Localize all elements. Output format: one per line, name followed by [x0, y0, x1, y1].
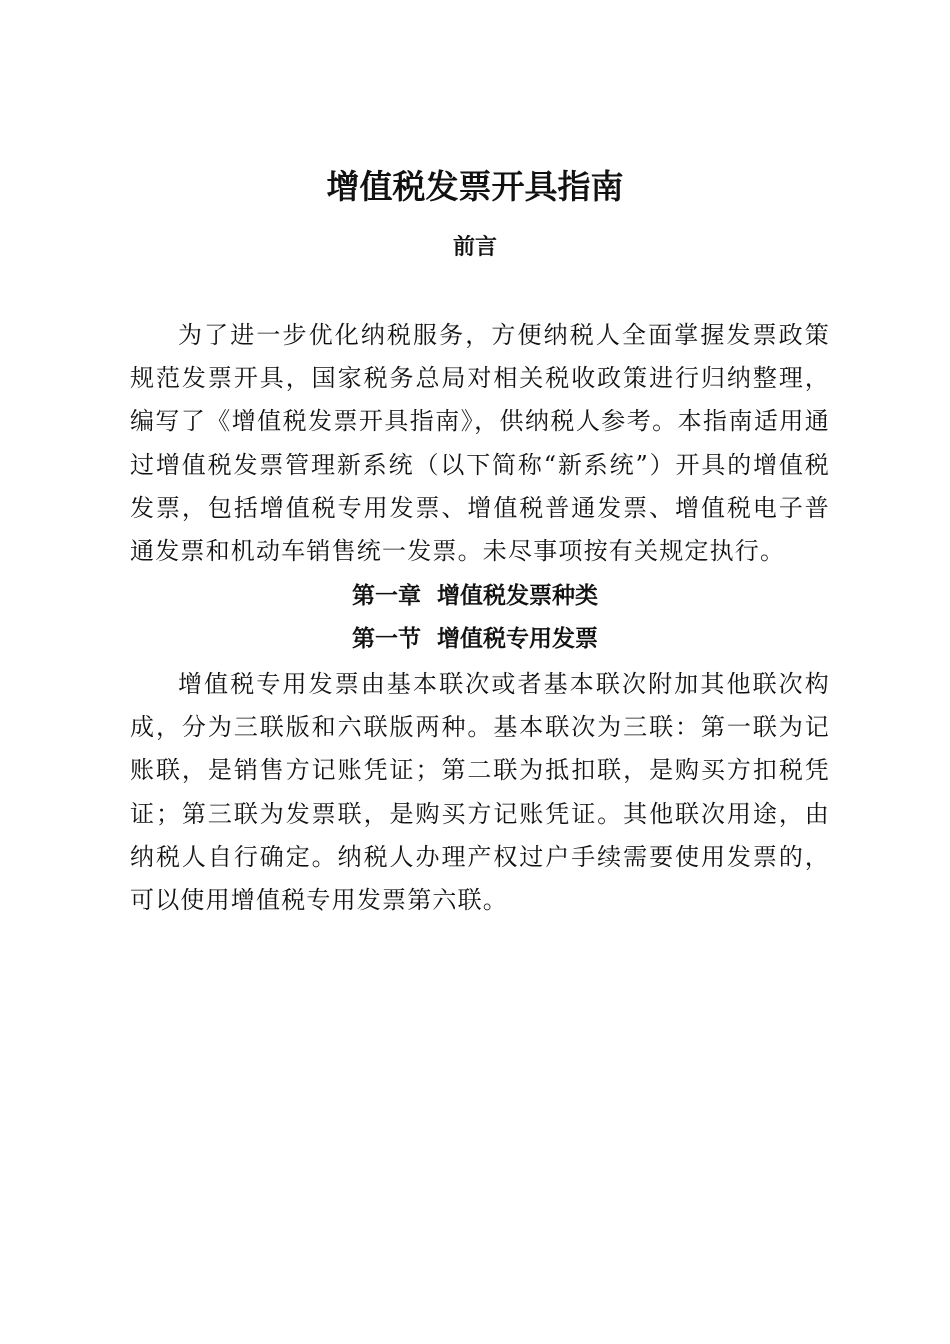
intro-paragraph: 为了进一步优化纳税服务，方便纳税人全面掌握发票政策规范发票开具，国家税务总局对相关税收政策进行归纳整理，编写了《增值税发票开具指南》，供纳税人参考。本指南适用通过增值税发票管理新系统（以下简称“新系统”）开具的增值税发票，包括增值税专用发票、增值税普通发票、增值税电子普通发票和机动车销售统一发票。未尽事项按有关规定执行。 [130, 321, 830, 566]
preface-heading: 前言 [452, 235, 497, 260]
section-heading: 第一节 增值税专用发票 [351, 626, 598, 652]
section-paragraph: 增值税专用发票由基本联次或者基本联次附加其他联次构成，分为三联版和六联版两种。基本联次为三联：第一联为记账联，是销售方记账凭证；第二联为抵扣联，是购买方扣税凭证；第三联为发票联，是购买方记账凭证。其他联次用途，由纳税人自行确定。纳税人办理产权过户手续需要使用发票的，可以使用增值税专用发票第六联。 [130, 670, 830, 915]
chapter-heading: 第一章 增值税发票种类 [351, 583, 598, 609]
document-title: 增值税发票开具指南 [326, 167, 624, 206]
